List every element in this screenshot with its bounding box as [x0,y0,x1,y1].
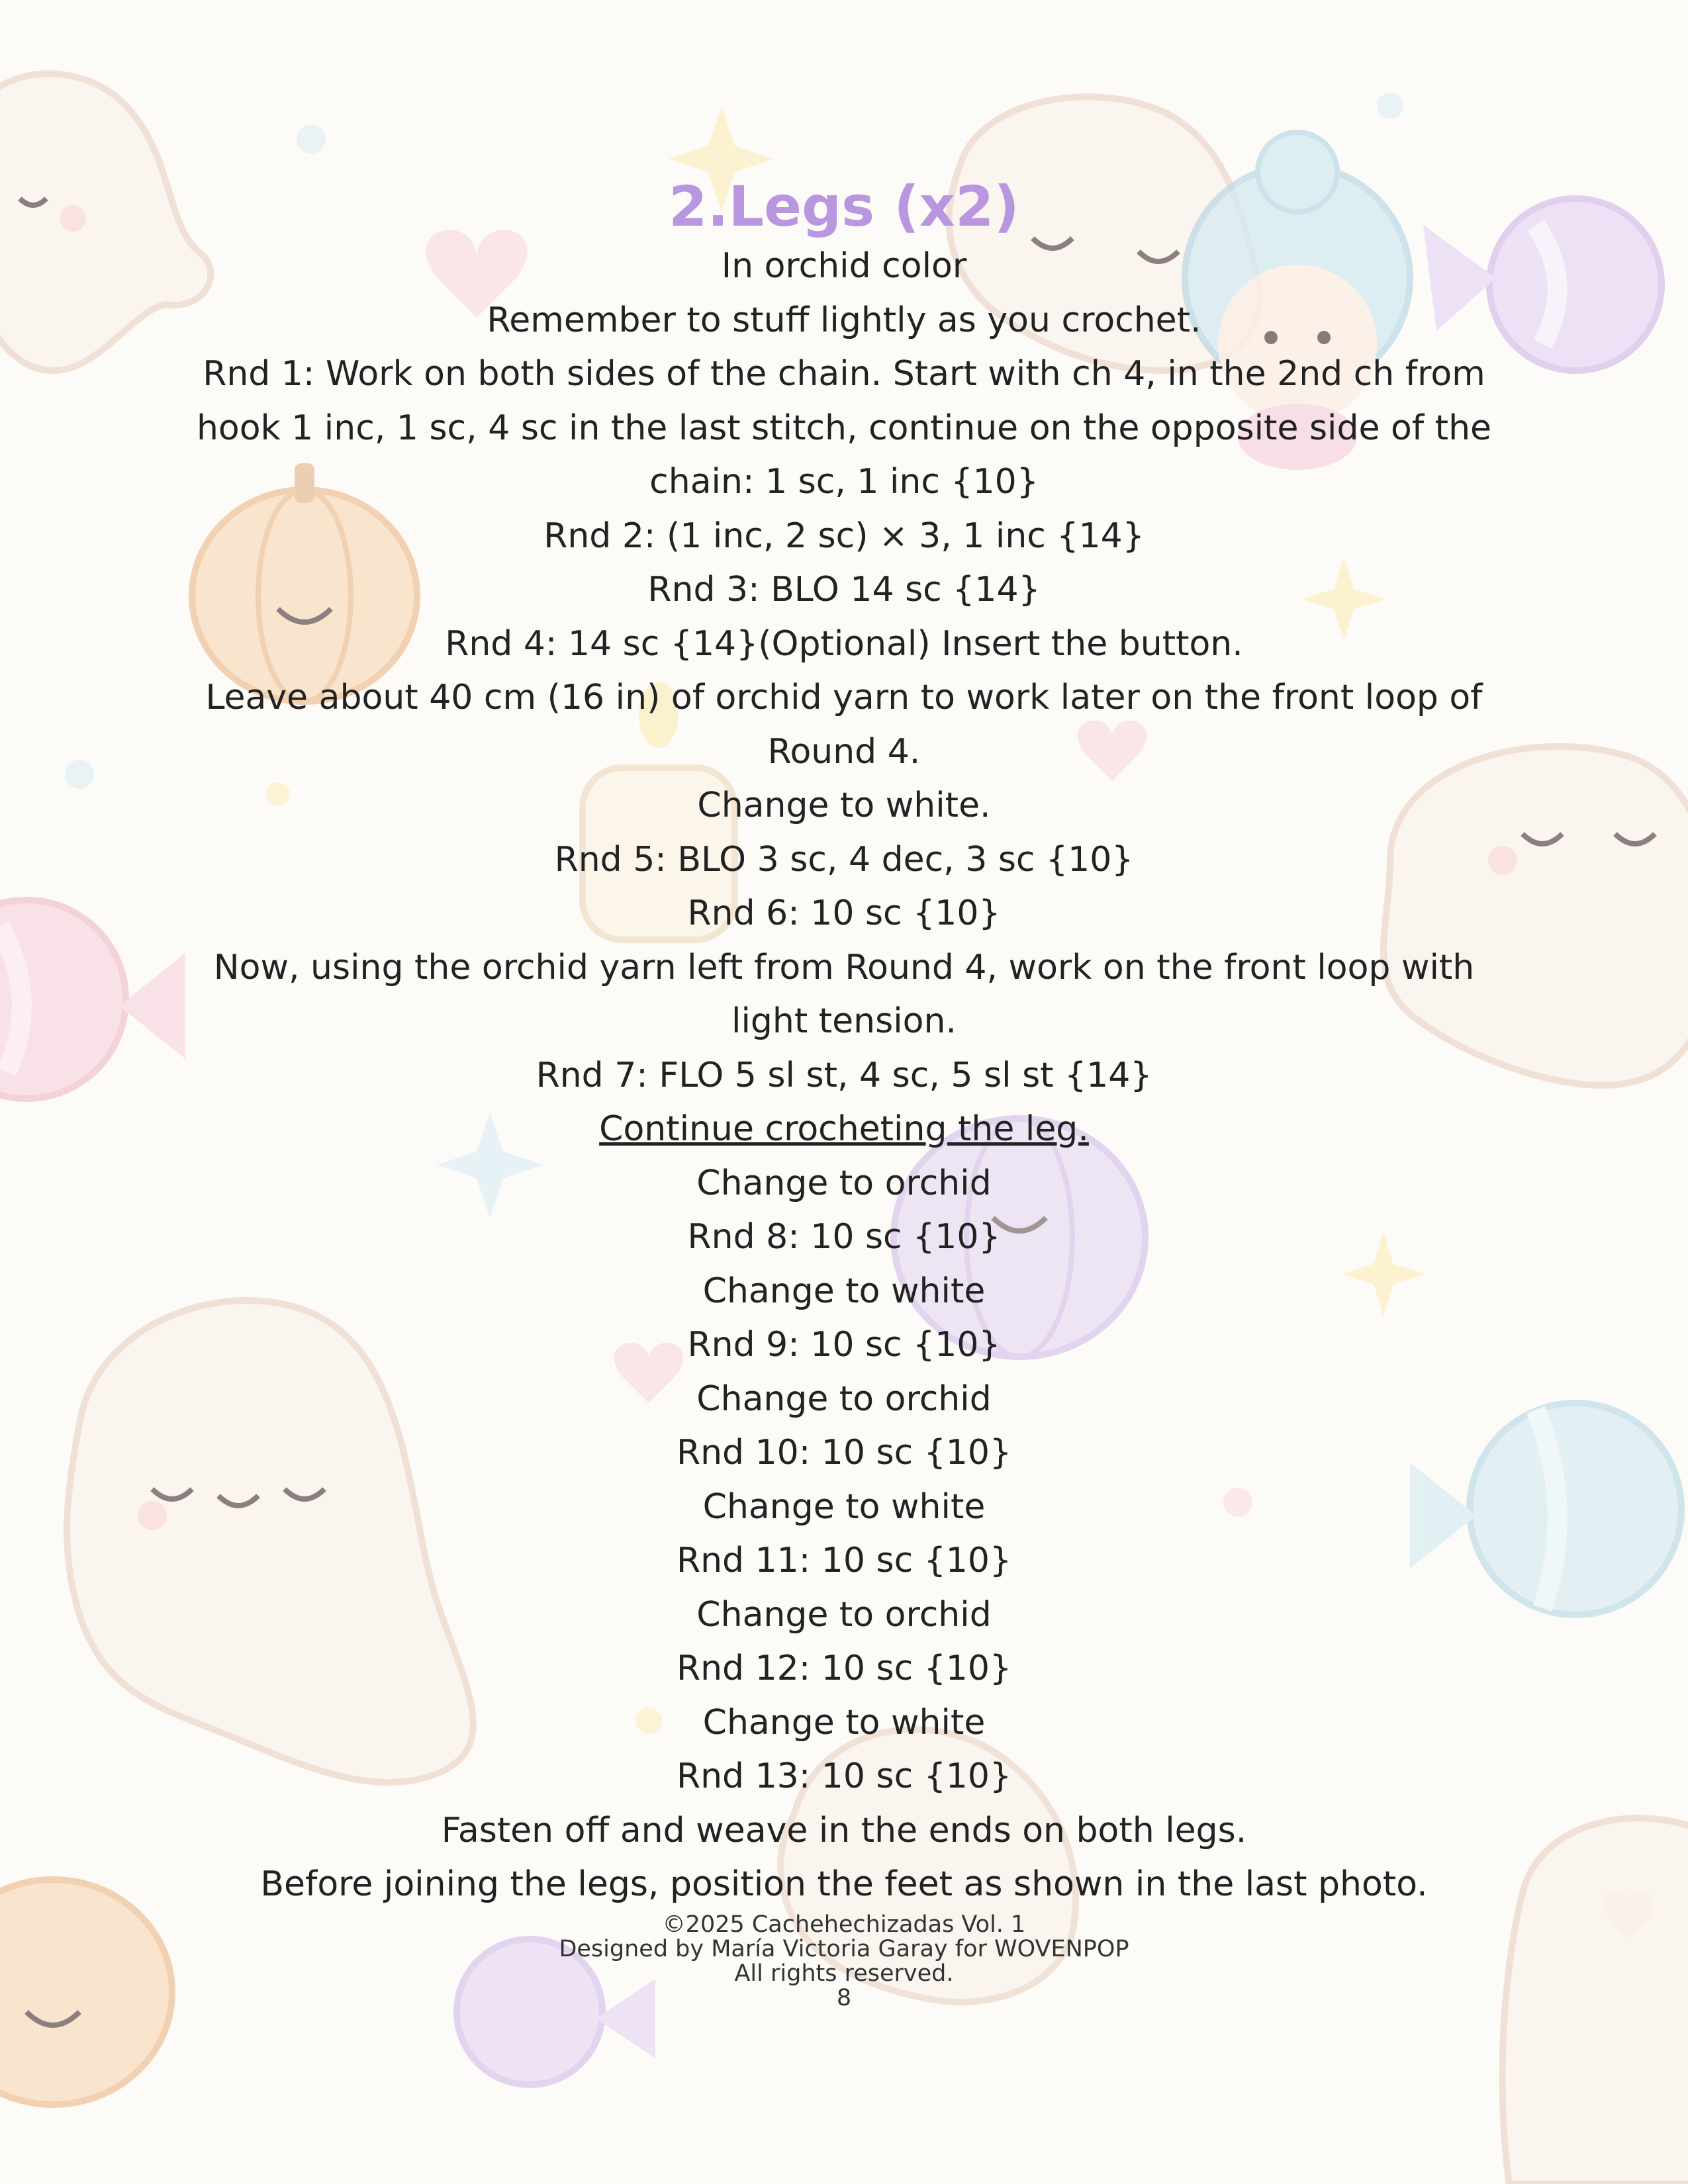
instruction-line: Rnd 11: 10 sc {10} [676,1541,1012,1580]
instruction-line: Fasten off and weave in the ends on both legs. [441,1810,1247,1850]
instruction-line: Rnd 3: BLO 14 sc {14} [647,570,1041,610]
instruction-line: Rnd 8: 10 sc {10} [687,1217,1001,1257]
instruction-line: Rnd 2: (1 inc, 2 sc) × 3, 1 inc {14} [543,516,1145,556]
instruction-line: Leave about 40 cm (16 in) of orchid yarn to work later on the front loop of Round 4. [205,678,1483,772]
instruction-line: Change to orchid [696,1594,992,1635]
instruction-line: Rnd 13: 10 sc {10} [676,1756,1012,1796]
instruction-line: Rnd 12: 10 sc {10} [676,1649,1012,1688]
instruction-line: Rnd 6: 10 sc {10} [687,893,1001,933]
page-number: 8 [836,1985,852,2011]
instructions [182,240,1506,1912]
instruction-line: Change to white. [697,786,991,825]
instruction-line: Change to white [702,1702,986,1743]
instruction-line: Change to orchid [696,1163,992,1203]
page-footer [0,1913,1688,2011]
page-content [0,173,1688,1912]
instruction-line: Rnd 7: FLO 5 sl st, 4 sc, 5 sl st {14} [536,1055,1152,1095]
designer-credit: Designed by María Victoria Garay for WOVENPOP [559,1936,1129,1962]
instruction-line: Rnd 4: 14 sc {14}(Optional) Insert the button. [445,623,1243,664]
instruction-line: In orchid color [721,246,967,286]
instruction-line: Before joining the legs, position the feet as shown in the last photo. [260,1864,1428,1904]
instruction-line: Remember to stuff lightly as you crochet. [487,300,1201,340]
instruction-line: Rnd 9: 10 sc {10} [687,1325,1001,1365]
copyright-text: ©2025 Cachehechizadas Vol. 1 [662,1911,1026,1938]
instruction-line: Rnd 1: Work on both sides of the chain. Start with ch 4, in the 2nd ch from hook 1 inc, 1 sc, 4 sc in the last stitch, continue on the opposite side of the chain: 1 sc, 1 inc {10} [196,354,1492,502]
instruction-line: Rnd 10: 10 sc {10} [676,1433,1012,1473]
section-title: 2.Legs (x2) [669,174,1019,239]
instruction-line: Change to white [702,1271,986,1311]
instruction-line: Change to white [702,1486,986,1527]
instruction-line: Now, using the orchid yarn left from Round 4, work on the front loop with light tension. [213,947,1475,1041]
instruction-subheading: Continue crocheting the leg. [599,1109,1089,1149]
instruction-line: Rnd 5: BLO 3 sc, 4 dec, 3 sc {10} [554,839,1134,880]
rights-text: All rights reserved. [734,1960,954,1987]
instruction-line: Change to orchid [696,1379,992,1419]
